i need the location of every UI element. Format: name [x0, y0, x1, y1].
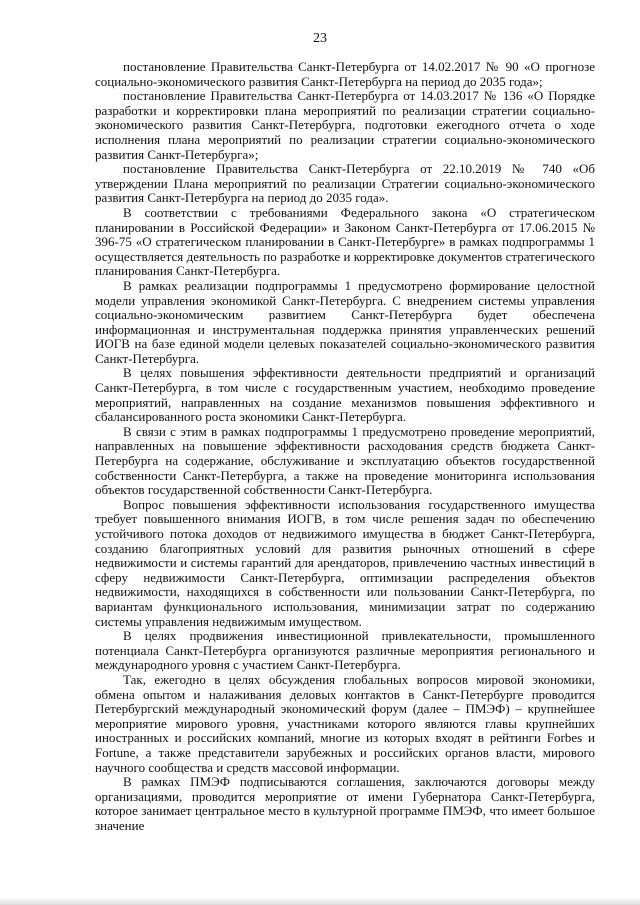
paragraph-spief-forum: Так, ежегодно в целях обсуждения глобальных вопросов мировой экономики, обмена опытом и налаживания деловых контактов в Санкт-Петербурге проводится Петербургский международный экономический форум (далее – ПМЭФ) – крупнейшее мероприятие мирового уровня, участниками которого являются главы крупнейших иностранных и российских компаний, многие из которых входят в рейтинги Forbes и Fortune, а также представители зарубежных и российских органов власти, мирового научного сообщества и средств массовой информации.	[95, 671, 595, 775]
paragraph-enterprise-efficiency: В целях повышения эффективности деятельности предприятий и организаций Санкт-Петербурга, в том числе с государственным участием, необходимо проведение мероприятий, направленных на создание механизмов повышения эффективного и сбалансированного роста экономики Санкт-Петербурга.	[95, 365, 595, 425]
paragraph-investment-promotion: В целях продвижения инвестиционной привлекательности, промышленного потенциала Санкт-Петербурга организуются различные мероприятия регионального и международного уровня с участием Санкт-Петербурга.	[95, 628, 595, 673]
paragraph-management-model: В рамках реализации подпрограммы 1 предусмотрено формирование целостной модели управления экономикой Санкт-Петербурга. С внедрением системы управления социально-экономическим развитием Санкт-Петербурга будет обеспечена информационная и инструментальная поддержка принятия управленческих решений ИОГВ на базе единой модели целевых показателей социально-экономического развития Санкт-Петербурга.	[95, 277, 595, 366]
page-number: 23	[313, 31, 327, 46]
paragraph-budget-spending: В связи с этим в рамках подпрограммы 1 предусмотрено проведение мероприятий, направленных на повышение эффективности расходования средств бюджета Санкт-Петербурга на содержание, обслуживание и эксплуатацию объектов государственной собственности Санкт-Петербурга, а также на проведение мониторинга использования объектов государственной собственности Санкт-Петербурга.	[95, 423, 595, 498]
scan-bottom-edge	[0, 897, 640, 905]
paragraph-strategic-planning-law: В соответствии с требованиями Федерального закона «О стратегическом планировании в Российской Федерации» и Законом Санкт-Петербурга от 17.06.2015 № 396-75 «О стратегическом планировании в Санкт-Петербурге» в рамках подпрограммы 1 осуществляется деятельность по разработке и корректировке документов стратегического планирования Санкт-Петербурга.	[95, 204, 595, 279]
paragraph-resolution-90: постановление Правительства Санкт-Петербурга от 14.02.2017 № 90 «О прогнозе социально-экономического развития Санкт-Петербурга на период до 2035 года»;	[95, 59, 595, 89]
document-body	[95, 60, 595, 833]
paragraph-resolution-136: постановление Правительства Санкт-Петербурга от 14.03.2017 № 136 «О Порядке разработки и корректировки плана мероприятий по реализации стратегии социально-экономического развития Санкт-Петербурга, подготовки ежегодного отчета о ходе исполнения плана мероприятий по реализации стратегии социально-экономического развития Санкт-Петербурга»;	[95, 88, 595, 162]
paragraph-state-property: Вопрос повышения эффективности использования государственного имущества требует повышенного внимания ИОГВ, в том числе решения задач по обеспечению устойчивого потока доходов от недвижимого имущества в бюджет Санкт-Петербурга, созданию благоприятных условий для развития рыночных отношений в сфере недвижимости и системы гарантий для арендаторов, привлечению частных инвестиций в сферу недвижимости Санкт-Петербурга, оптимизации распределения объектов недвижимости, находящихся в собственности или пользовании Санкт-Петербурга, по вариантам функционального использования, минимизации затрат по содержанию системы управления недвижимым имуществом.	[95, 496, 595, 629]
paragraph-resolution-740: постановление Правительства Санкт-Петербурга от 22.10.2019 № 740 «Об утверждении Плана мероприятий по реализации Стратегии социально-экономического развития Санкт-Петербурга на период до 2035 года».	[95, 161, 595, 206]
paragraph-spief-agreements: В рамках ПМЭФ подписываются соглашения, заключаются договоры между организациями, проводится мероприятие от имени Губернатора Санкт-Петербурга, которое занимает центральное место в культурной программе ПМЭФ, что имеет большое значение	[95, 774, 595, 833]
